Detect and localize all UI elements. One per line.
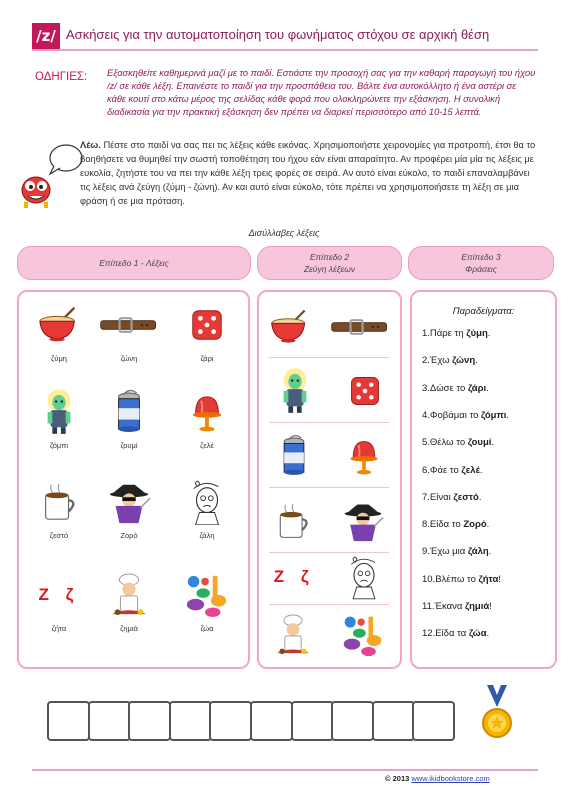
speech-bubble-icon bbox=[14, 142, 84, 212]
word-label: ζύμη bbox=[51, 354, 67, 363]
example-sentence bbox=[422, 437, 494, 448]
sticker-box[interactable] bbox=[128, 701, 171, 741]
example-suffix: . bbox=[506, 409, 510, 421]
word-label: ζώνη bbox=[120, 354, 138, 363]
example-target-word: ζώα bbox=[468, 628, 487, 640]
example-sentence bbox=[422, 465, 483, 476]
instructions-label: ΟΔΗΓΙΕΣ: bbox=[35, 71, 88, 83]
example-suffix: . bbox=[491, 437, 495, 449]
word-label: Ζορό bbox=[120, 531, 138, 540]
sticker-box[interactable] bbox=[47, 701, 90, 741]
word-card-zombi bbox=[29, 389, 89, 450]
dizzy-person-icon bbox=[344, 554, 384, 600]
example-target-word: ζημιά bbox=[464, 601, 490, 612]
example-suffix: . bbox=[479, 464, 483, 476]
example-prefix: 9.Έχω μια bbox=[422, 546, 468, 558]
example-prefix: 1.Πάρε τη bbox=[422, 328, 467, 339]
example-prefix: 6.Φάε το bbox=[422, 464, 462, 476]
example-sentence bbox=[422, 383, 489, 394]
example-target-word: ζύμη bbox=[466, 328, 488, 339]
example-target-word: Ζορό bbox=[463, 519, 487, 531]
footer bbox=[385, 774, 490, 783]
word-card-zele bbox=[177, 389, 237, 450]
example-target-word: ζεστό bbox=[453, 491, 479, 503]
chef-mess-icon bbox=[108, 572, 150, 618]
example-sentence bbox=[422, 546, 491, 557]
word-label: ζόμπι bbox=[49, 441, 69, 450]
example-sentence bbox=[422, 601, 492, 612]
word-card-zari bbox=[177, 302, 237, 363]
example-target-word: ζάρι bbox=[467, 382, 487, 394]
example-suffix: . bbox=[487, 328, 491, 339]
dice-icon bbox=[188, 306, 226, 344]
pair-divider bbox=[269, 487, 389, 488]
word-card-zita bbox=[29, 572, 89, 633]
example-suffix: . bbox=[486, 382, 489, 394]
word-card-zoumi bbox=[99, 389, 159, 450]
pair-row-3 bbox=[259, 427, 399, 485]
hot-mug-icon bbox=[38, 481, 80, 523]
sticker-box[interactable] bbox=[372, 701, 415, 741]
example-prefix: 11.Έκανα bbox=[422, 601, 465, 612]
level-3-subtitle: Φράσεις bbox=[465, 264, 497, 274]
word-card-zorro bbox=[99, 479, 159, 540]
sticker-box[interactable] bbox=[331, 701, 374, 741]
page-title: Ασκήσεις για την αυτοματοποίηση του φωνήματος στόχου σε αρχική θέση bbox=[66, 27, 490, 42]
footer-link[interactable]: www.ikidbookstore.com bbox=[411, 774, 490, 783]
example-sentence bbox=[422, 519, 489, 530]
medal-illustration bbox=[477, 685, 517, 745]
example-prefix: 10.Βλέπω το bbox=[422, 573, 479, 585]
sticker-box[interactable] bbox=[88, 701, 131, 741]
belt-icon bbox=[99, 314, 159, 336]
phoneme-text: /z/ bbox=[36, 27, 56, 45]
section-subtitle: Δισύλλαβες λέξεις bbox=[248, 228, 320, 238]
example-sentence bbox=[422, 410, 509, 421]
example-prefix: 4.Φοβάμαι το bbox=[422, 409, 481, 421]
zeta-letters: Ζ ζ bbox=[273, 567, 315, 586]
example-suffix: . bbox=[486, 628, 490, 640]
pair-row-2 bbox=[259, 362, 399, 420]
belt-icon bbox=[330, 316, 390, 338]
sticker-box[interactable] bbox=[209, 701, 252, 741]
example-sentence bbox=[422, 328, 490, 339]
word-card-zimia bbox=[99, 572, 159, 633]
phoneme-badge bbox=[32, 23, 60, 49]
pair-divider bbox=[269, 604, 389, 605]
word-label: ζάλη bbox=[199, 531, 215, 540]
example-sentence bbox=[422, 574, 501, 585]
example-prefix: 7.Είναι bbox=[422, 491, 454, 503]
hot-mug-icon bbox=[273, 500, 313, 542]
example-target-word: ζόμπι bbox=[481, 409, 507, 421]
header-divider bbox=[32, 49, 538, 51]
bowl-icon bbox=[36, 305, 82, 345]
pair-row-6 bbox=[259, 606, 399, 664]
word-label: ζημιά bbox=[120, 624, 138, 633]
level-1-panel bbox=[17, 290, 250, 669]
chef-mess-icon bbox=[273, 612, 313, 658]
zombie-icon bbox=[276, 368, 314, 414]
can-icon bbox=[110, 389, 148, 435]
medal-icon bbox=[477, 685, 517, 745]
sticker-box[interactable] bbox=[291, 701, 334, 741]
example-prefix: 12.Είδα τα bbox=[422, 628, 469, 640]
example-prefix: 8.Είδα το bbox=[422, 519, 464, 531]
level-2-panel bbox=[257, 290, 402, 669]
footer-divider bbox=[32, 769, 538, 771]
can-icon bbox=[276, 433, 312, 479]
word-label: ζουμί bbox=[120, 441, 138, 450]
level-3-panel bbox=[410, 290, 557, 669]
zorro-icon bbox=[106, 479, 152, 525]
example-suffix: ! bbox=[498, 573, 501, 585]
word-label: ζάρι bbox=[200, 354, 214, 363]
word-card-zali bbox=[177, 479, 237, 540]
pair-divider bbox=[269, 357, 389, 358]
animals-icon bbox=[184, 572, 230, 618]
bowl-icon bbox=[268, 308, 312, 346]
jelly-icon bbox=[188, 389, 226, 435]
say-label: Λέω. bbox=[80, 140, 101, 150]
sticker-box[interactable] bbox=[412, 701, 455, 741]
word-card-zoni bbox=[99, 302, 159, 363]
say-paragraph bbox=[80, 138, 536, 208]
animals-icon bbox=[341, 613, 385, 657]
example-target-word: ζάλη bbox=[467, 546, 489, 558]
zombie-icon bbox=[40, 389, 78, 435]
pair-row-4 bbox=[259, 492, 399, 550]
word-card-zesto bbox=[29, 479, 89, 540]
say-text: Πέστε στο παιδί να σας πει τις λέξεις κάθε εικόνας. Χρησιμοποιήστε χειρονομίες για προτροπή, έτσι θα το βοηθήσετε να θυμηθεί την σωστή τοποθέτηση του ήχου εάν είναι απαραίτητο. Αν προφέρει μία μία τις λέξεις με ευκολία, ζητήστε του να πει την κάθε λέξη τρεις φορές σε σειρά. Αν αυτό είναι εύκολο, το παιδί επαναλαμβάνει τις λέξεις ανά ζεύγη (ζύμη - ζώνη). Αν και αυτό είναι εύκολο, τότε πρέπει να χρησιμοποιήσετε τη λέξη σε μια φράση ή σε μια πρόταση. bbox=[80, 140, 536, 206]
level-2-subtitle: Ζεύγη λέξεων bbox=[303, 264, 356, 274]
example-suffix: . bbox=[486, 519, 490, 531]
example-prefix: 3.Δώσε το bbox=[422, 382, 468, 394]
example-suffix: . bbox=[475, 355, 478, 367]
example-sentence bbox=[422, 492, 481, 503]
example-sentence bbox=[422, 628, 489, 639]
word-label: ζελέ bbox=[200, 441, 214, 450]
level-1-header bbox=[17, 246, 251, 280]
word-label: ζήτα bbox=[51, 624, 67, 633]
example-suffix: ! bbox=[489, 601, 492, 612]
level-2-header bbox=[257, 246, 402, 280]
instructions-text: Εξασκηθείτε καθημερινά μαζί με το παιδί. Εστιάστε την προσοχή σας για την καθαρή παραγωγή του ήχου /z/ σε κάθε λέξη. Επαινέστε το παιδί για την προσπάθεια του. Βάλτε ένα αυτοκόλλητο ή ένα αστέρι σε κάθε κουτί στο κάτω μέρος της σελίδας κάθε φορά που ολοκληρώνετε την εξάσκηση. Η συνολική διαδικασία για την πρακτική εξάσκηση δεν πρέπει να διαρκεί περισσότερο από 10-15 λεπτά. bbox=[107, 68, 536, 117]
zeta-letters: Ζ ζ bbox=[38, 585, 80, 604]
sticker-box[interactable] bbox=[169, 701, 212, 741]
word-card-zoa bbox=[177, 572, 237, 633]
zorro-icon bbox=[341, 498, 385, 544]
word-label: ζώα bbox=[200, 624, 214, 633]
dice-icon bbox=[347, 373, 383, 409]
example-target-word: ζήτα bbox=[478, 573, 499, 585]
example-prefix: 2.Έχω bbox=[422, 355, 453, 367]
example-prefix: 5.Θέλω το bbox=[422, 437, 468, 449]
example-suffix: . bbox=[488, 546, 492, 558]
pair-row-1 bbox=[259, 298, 399, 356]
mascot-illustration bbox=[14, 142, 84, 212]
example-target-word: ζελέ bbox=[461, 464, 480, 476]
example-suffix: . bbox=[478, 491, 482, 503]
example-target-word: ζουμί bbox=[467, 437, 492, 449]
level-1-title: Επίπεδο 1 - Λέξεις bbox=[99, 258, 169, 268]
word-label: ζεστό bbox=[49, 531, 69, 540]
example-sentence bbox=[422, 355, 478, 366]
sticker-box[interactable] bbox=[250, 701, 293, 741]
level-3-title: Επίπεδο 3 bbox=[461, 252, 501, 262]
level-2-title: Επίπεδο 2 bbox=[309, 252, 350, 262]
copyright-text: © 2013 bbox=[385, 774, 410, 783]
example-target-word: ζώνη bbox=[452, 355, 476, 367]
word-card-zymi bbox=[29, 302, 89, 363]
pair-divider bbox=[269, 422, 389, 423]
level-3-header bbox=[408, 246, 554, 280]
jelly-icon bbox=[346, 433, 382, 479]
pair-row-5 bbox=[259, 548, 399, 606]
examples-title: Παραδείγματα: bbox=[452, 306, 515, 317]
dizzy-person-icon bbox=[186, 479, 228, 525]
